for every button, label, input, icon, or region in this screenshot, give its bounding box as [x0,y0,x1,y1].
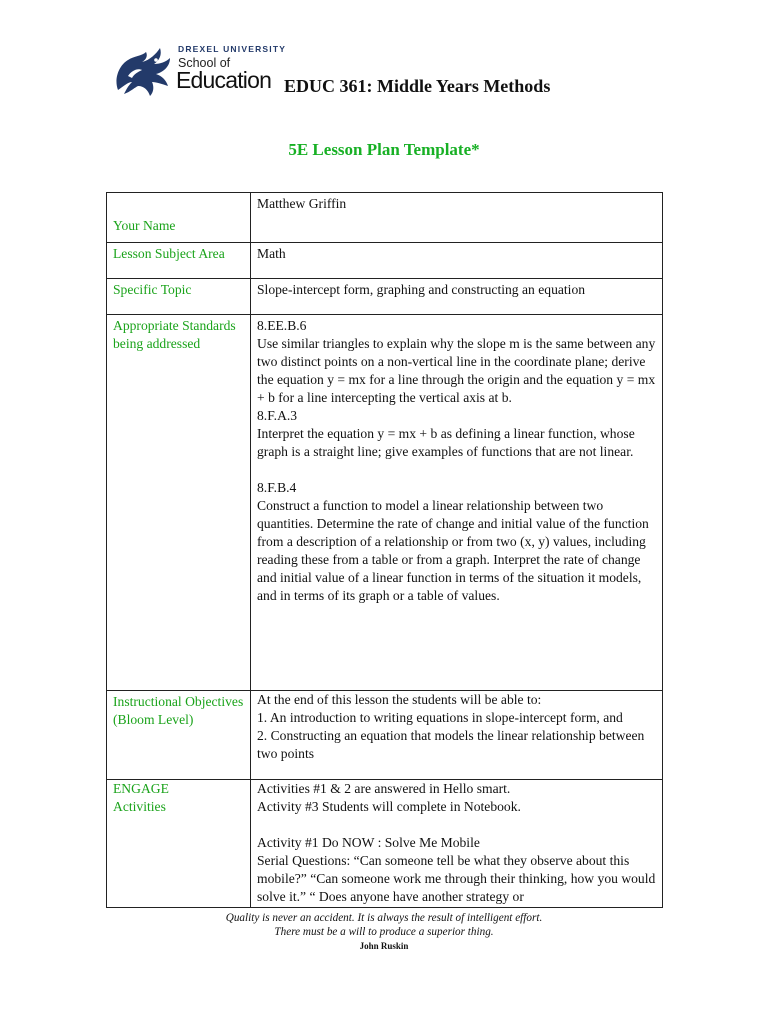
row-label [107,279,251,315]
row-value [251,243,663,279]
standard-text: Construct a function to model a linear relationship between two quantities. Determine the rate of change and initial value of the function from a description of a relationship or from two (x, y) values, including reading these from a table or from a graph. Interpret the rate of change and initial value of a linear function in terms of the situation it models, and in terms of its graph or a table of values. [257,498,649,603]
standard-code: 8.F.A.3 [257,408,298,423]
topic-value: Slope-intercept form, graphing and constructing an equation [257,282,586,297]
document-title: 5E Lesson Plan Template* [288,140,480,159]
table-row [107,193,663,243]
blank-line [257,816,656,834]
objectives-intro: At the end of this lesson the students will be able to: [257,692,542,707]
table-row [107,243,663,279]
row-value [251,279,663,315]
row-label [107,243,251,279]
drexel-logo [112,44,292,100]
course-title: EDUC 361: Middle Years Methods [284,76,551,96]
standards-label: Appropriate Standards being addressed [113,318,236,351]
standard-text: Interpret the equation y = mx + b as defining a linear function, whose graph is a straight line; give examples of functions that are not linear. [257,426,635,459]
objective-item: 2. Constructing an equation that models the linear relationship between two points [257,728,645,761]
topic-label: Specific Topic [113,282,192,297]
standard-text: Use similar triangles to explain why the slope m is the same between any two distinct points on a non-vertical line in the coordinate plane; derive the equation y = mx for a line through the origin and the equation y = mx + b for a line intercepting the vertical axis at b. [257,336,656,405]
lesson-plan-table [106,192,663,908]
your-name-value: Matthew Griffin [257,196,347,211]
engage-line: Activity #3 Students will complete in Notebook. [257,799,521,814]
engage-line: Serial Questions: “Can someone tell be what they observe about this mobile?” “Can someone work me through their thinking, how you would solve it.” “ Does anyone have another strategy or [257,853,656,904]
quote-author: John Ruskin [359,941,409,951]
row-label [107,780,251,908]
row-label [107,193,251,243]
row-label [107,691,251,780]
objective-item: 1. An introduction to writing equations in slope-intercept form, and [257,710,623,725]
row-label [107,315,251,691]
quote-line: There must be a will to produce a superior thing. [274,926,494,938]
subject-label: Lesson Subject Area [113,246,225,261]
dragon-icon [112,46,174,98]
row-value [251,780,663,908]
standard-code: 8.EE.B.6 [257,318,307,333]
school-of-label: School of [178,56,231,70]
footer-quote [0,911,768,939]
engage-line: Activities #1 & 2 are answered in Hello smart. [257,781,511,796]
engage-label: ENGAGE [113,781,169,796]
table-row [107,315,663,691]
quote-line: Quality is never an accident. It is always the result of intelligent effort. [225,912,543,924]
standard-code: 8.F.B.4 [257,480,297,495]
engage-line: Activity #1 Do NOW : Solve Me Mobile [257,835,480,850]
your-name-label: Your Name [113,218,176,233]
university-name: DREXEL UNIVERSITY [178,44,287,54]
education-label: Education [176,67,272,93]
table-row [107,780,663,908]
subject-value: Math [257,246,286,261]
row-value [251,691,663,780]
blank-line [257,461,656,479]
objectives-label: Instructional Objectives (Bloom Level) [113,694,244,727]
row-value [251,315,663,691]
activities-label: Activities [113,799,166,814]
row-value [251,193,663,243]
table-row [107,691,663,780]
table-row [107,279,663,315]
